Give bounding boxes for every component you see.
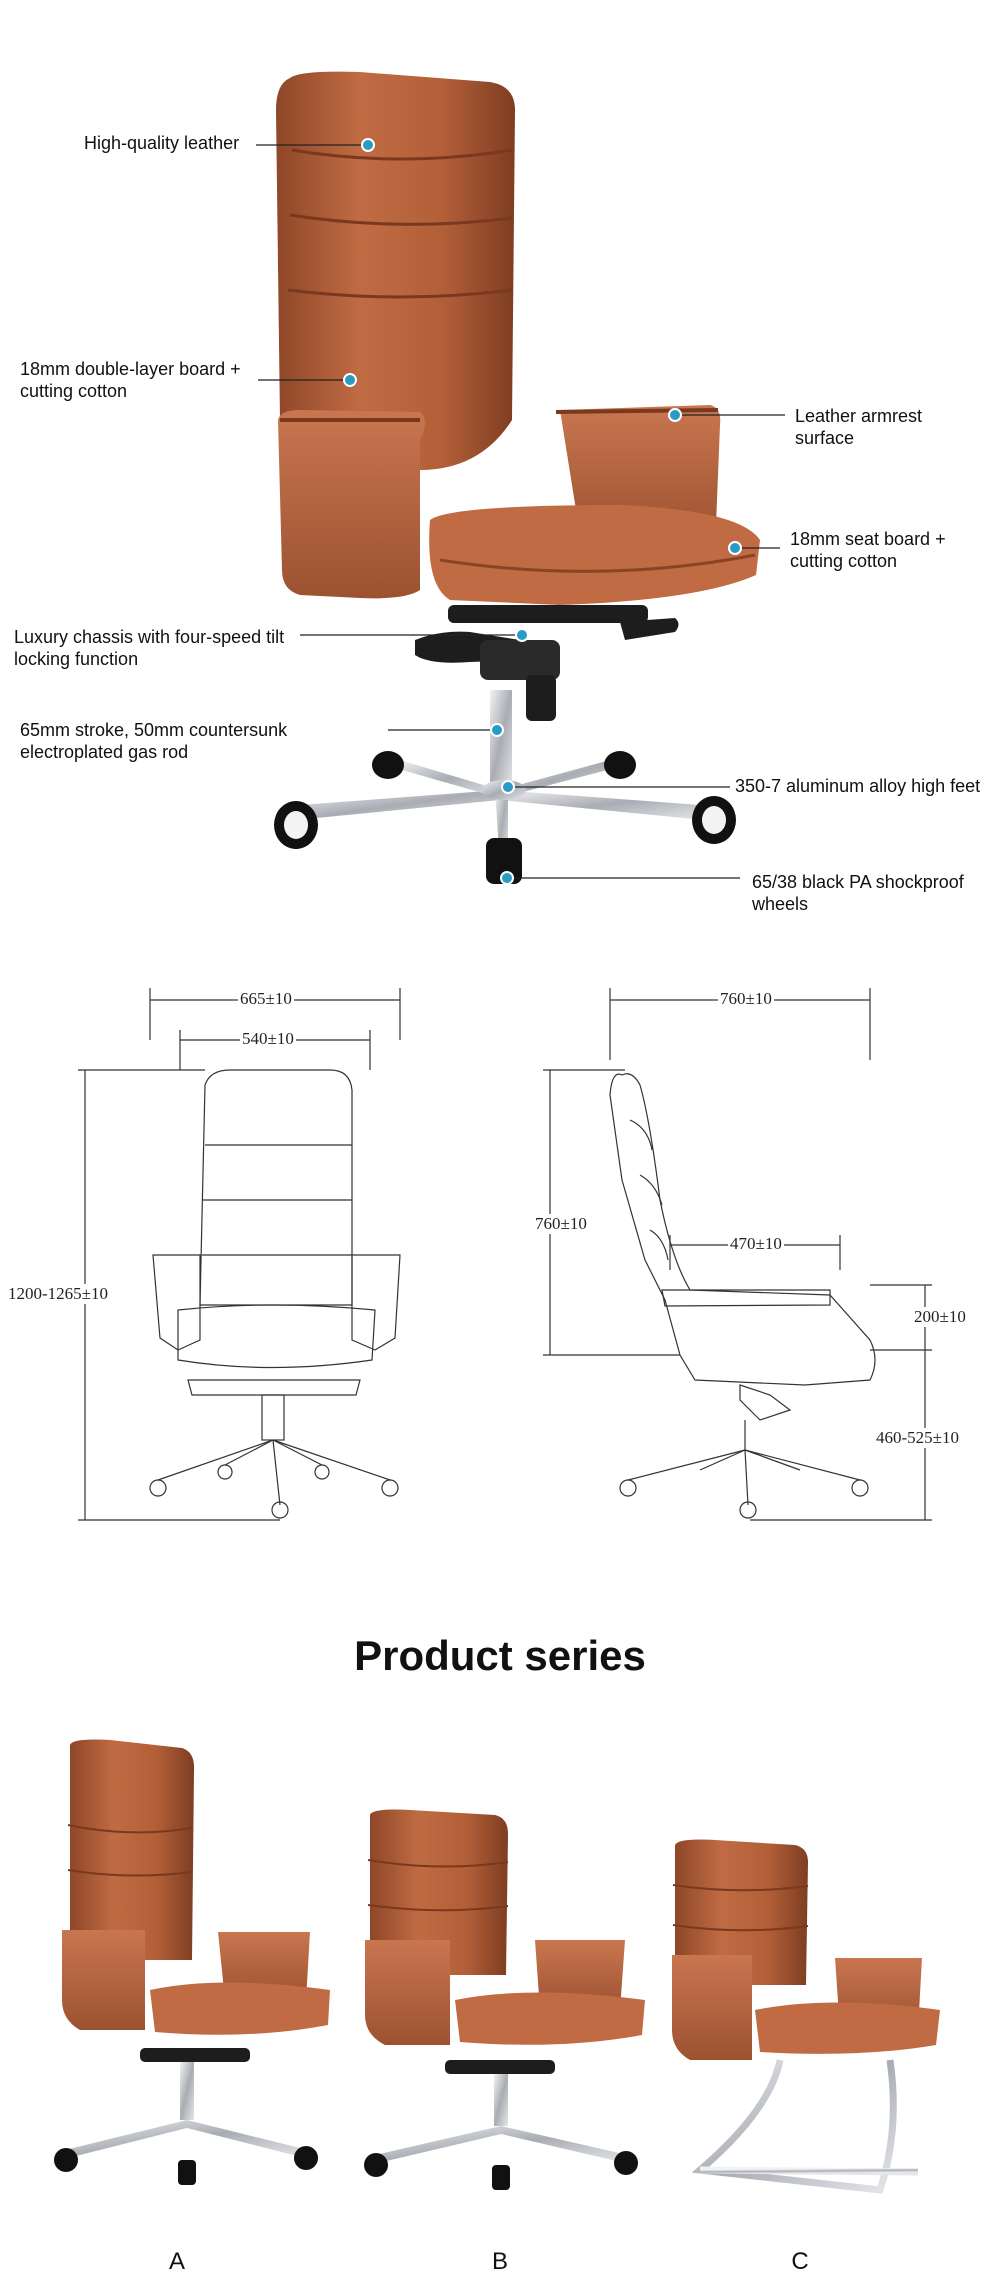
callout-leather-text: High-quality leather xyxy=(84,133,240,153)
series-label-b: B xyxy=(491,2248,509,2275)
callout-seat-line2: cutting cotton xyxy=(790,551,898,571)
callout-board-line2: cutting cotton xyxy=(20,381,128,401)
dim-front-width: 665±10 xyxy=(240,989,292,1008)
callout-leather xyxy=(84,132,239,154)
callout-wheels-line2: wheels xyxy=(752,894,809,914)
callout-wheels-line1: 65/38 black PA shockproof xyxy=(752,872,964,892)
callout-feet xyxy=(735,775,980,797)
callout-gasrod-line1: 65mm stroke, 50mm countersunk xyxy=(20,720,288,740)
dim-side-seat-height: 460-525±10 xyxy=(876,1428,959,1447)
callout-wheels xyxy=(752,871,964,915)
callout-feet-text: 350-7 aluminum alloy high feet xyxy=(735,776,981,796)
dim-side-back-height: 760±10 xyxy=(535,1214,587,1233)
series-label-a: A xyxy=(168,2248,186,2275)
series-chair-b xyxy=(364,1810,645,2190)
series-chair-c xyxy=(672,1840,940,2190)
dim-front-height: 1200-1265±10 xyxy=(8,1284,108,1303)
dim-side-depth: 760±10 xyxy=(720,989,772,1008)
callout-board-line1: 18mm double-layer board + xyxy=(20,359,241,379)
front-view-drawing xyxy=(78,988,400,1520)
product-series-title: Product series xyxy=(354,1632,646,1679)
callout-gasrod xyxy=(20,719,287,763)
callout-armrest-line1: Leather armrest xyxy=(795,406,923,426)
callout-board xyxy=(20,358,241,402)
callout-gasrod-line2: electroplated gas rod xyxy=(20,742,189,762)
callout-chassis xyxy=(14,626,284,670)
callout-chassis-line2: locking function xyxy=(14,649,139,669)
dim-side-seat-depth: 470±10 xyxy=(730,1234,782,1253)
series-chair-a xyxy=(54,1740,330,2185)
dim-side-arm-height: 200±10 xyxy=(914,1307,966,1326)
callout-seat xyxy=(790,528,946,572)
series-label-c: C xyxy=(791,2248,809,2275)
callout-chassis-line1: Luxury chassis with four-speed tilt xyxy=(14,627,285,647)
callout-seat-line1: 18mm seat board + xyxy=(790,529,946,549)
dim-front-inner-width: 540±10 xyxy=(242,1029,294,1048)
hero-chair xyxy=(274,72,760,884)
callout-armrest-line2: surface xyxy=(795,428,855,448)
callout-armrest xyxy=(795,405,922,449)
